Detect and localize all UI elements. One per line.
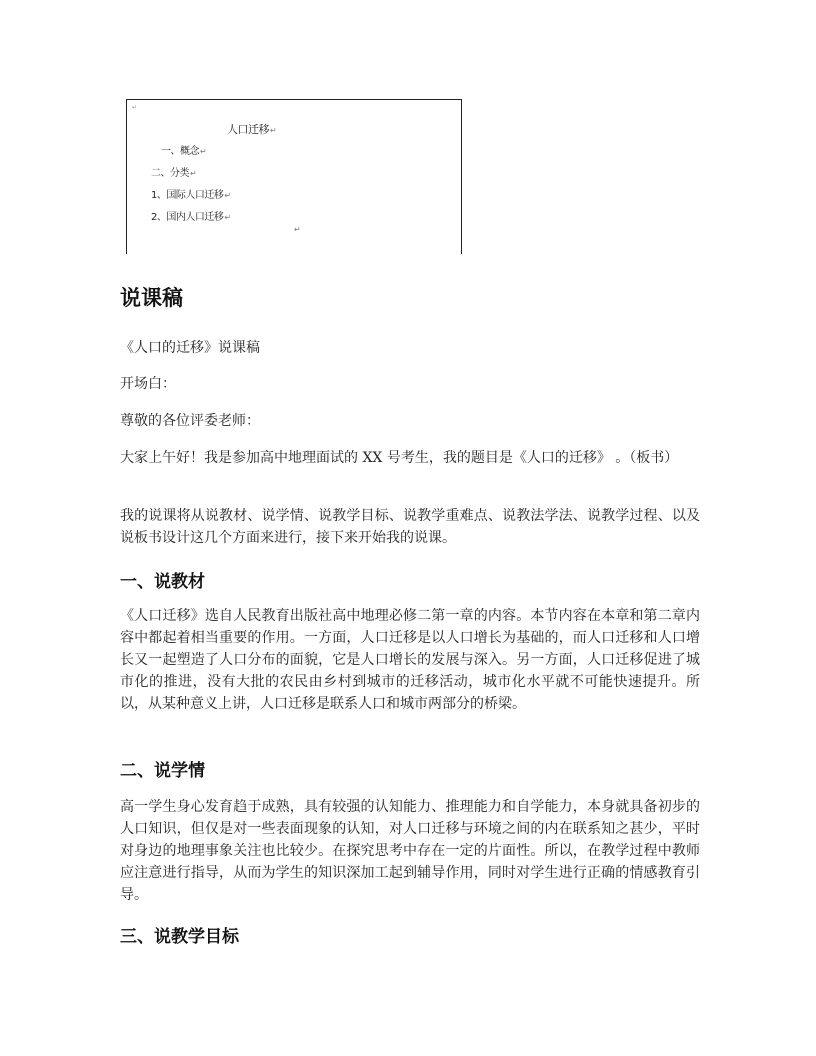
section-body-students: 高一学生身心发育趋于成熟，具有较强的认知能力、推理能力和自学能力，本身就具备初步的人口知识，但仅是对一些表面现象的认知，对人口迁移与环境之间的内在联系知之甚少，平时对身边的地理事象关注也比较少。在探究思考中存在一定的片面性。所以，在教学过程中教师应注意进行指导，从而为学生的知识深加工起到辅导作用，同时对学生进行正确的情感教育引导。 bbox=[120, 799, 700, 903]
paragraph-greeting: 尊敬的各位评委老师： bbox=[120, 413, 260, 429]
paragraph-lesson-title: 《人口的迁移》说课稿 bbox=[120, 340, 260, 356]
figure-item-4: 2、国内人口迁移↵ bbox=[151, 212, 231, 223]
section-heading-objectives: 三、说教学目标 bbox=[120, 927, 239, 947]
document-title: 说课稿 bbox=[120, 286, 183, 310]
section-body-textbook: 《人口迁移》选自人民教育出版社高中地理必修二第一章的内容。本节内容在本章和第二章内容中都起着相当重要的作用。一方面，人口迁移是以人口增长为基础的，而人口迁移和人口增长又一起塑造了人口分布的面貌，它是人口增长的发展与深入。另一方面，人口迁移促进了城市化的推进，没有大批的农民由乡村到城市的迁移活动，城市化水平就不可能快速提升。所以，从某种意义上讲，人口迁移是联系人口和城市两部分的桥梁。 bbox=[120, 608, 700, 712]
section-heading-textbook: 一、说教材 bbox=[120, 572, 205, 592]
section-heading-students: 二、说学情 bbox=[120, 761, 205, 781]
board-outline-figure bbox=[126, 99, 462, 254]
figure-item-3: 1、国际人口迁移↵ bbox=[151, 190, 231, 201]
figure-item-2: 二、分类↵ bbox=[151, 168, 197, 179]
paragraph-opening: 开场白： bbox=[120, 376, 176, 392]
corner-mark: ↵ bbox=[132, 104, 138, 111]
figure-item-1: 一、概念↵ bbox=[161, 146, 207, 157]
paragraph-overview: 我的说课将从说教材、说学情、说教学目标、说教学重难点、说教法学法、说教学过程、以及说板书设计这几个方面来进行，接下来开始我的说课。 bbox=[120, 508, 700, 546]
paragraph-introduction: 大家上午好！我是参加高中地理面试的 XX 号考生，我的题目是《人口的迁移》 。（板书） bbox=[120, 450, 679, 466]
figure-title: 人口迁移↵ bbox=[227, 123, 277, 136]
figure-end-mark: ↵ bbox=[294, 225, 301, 234]
